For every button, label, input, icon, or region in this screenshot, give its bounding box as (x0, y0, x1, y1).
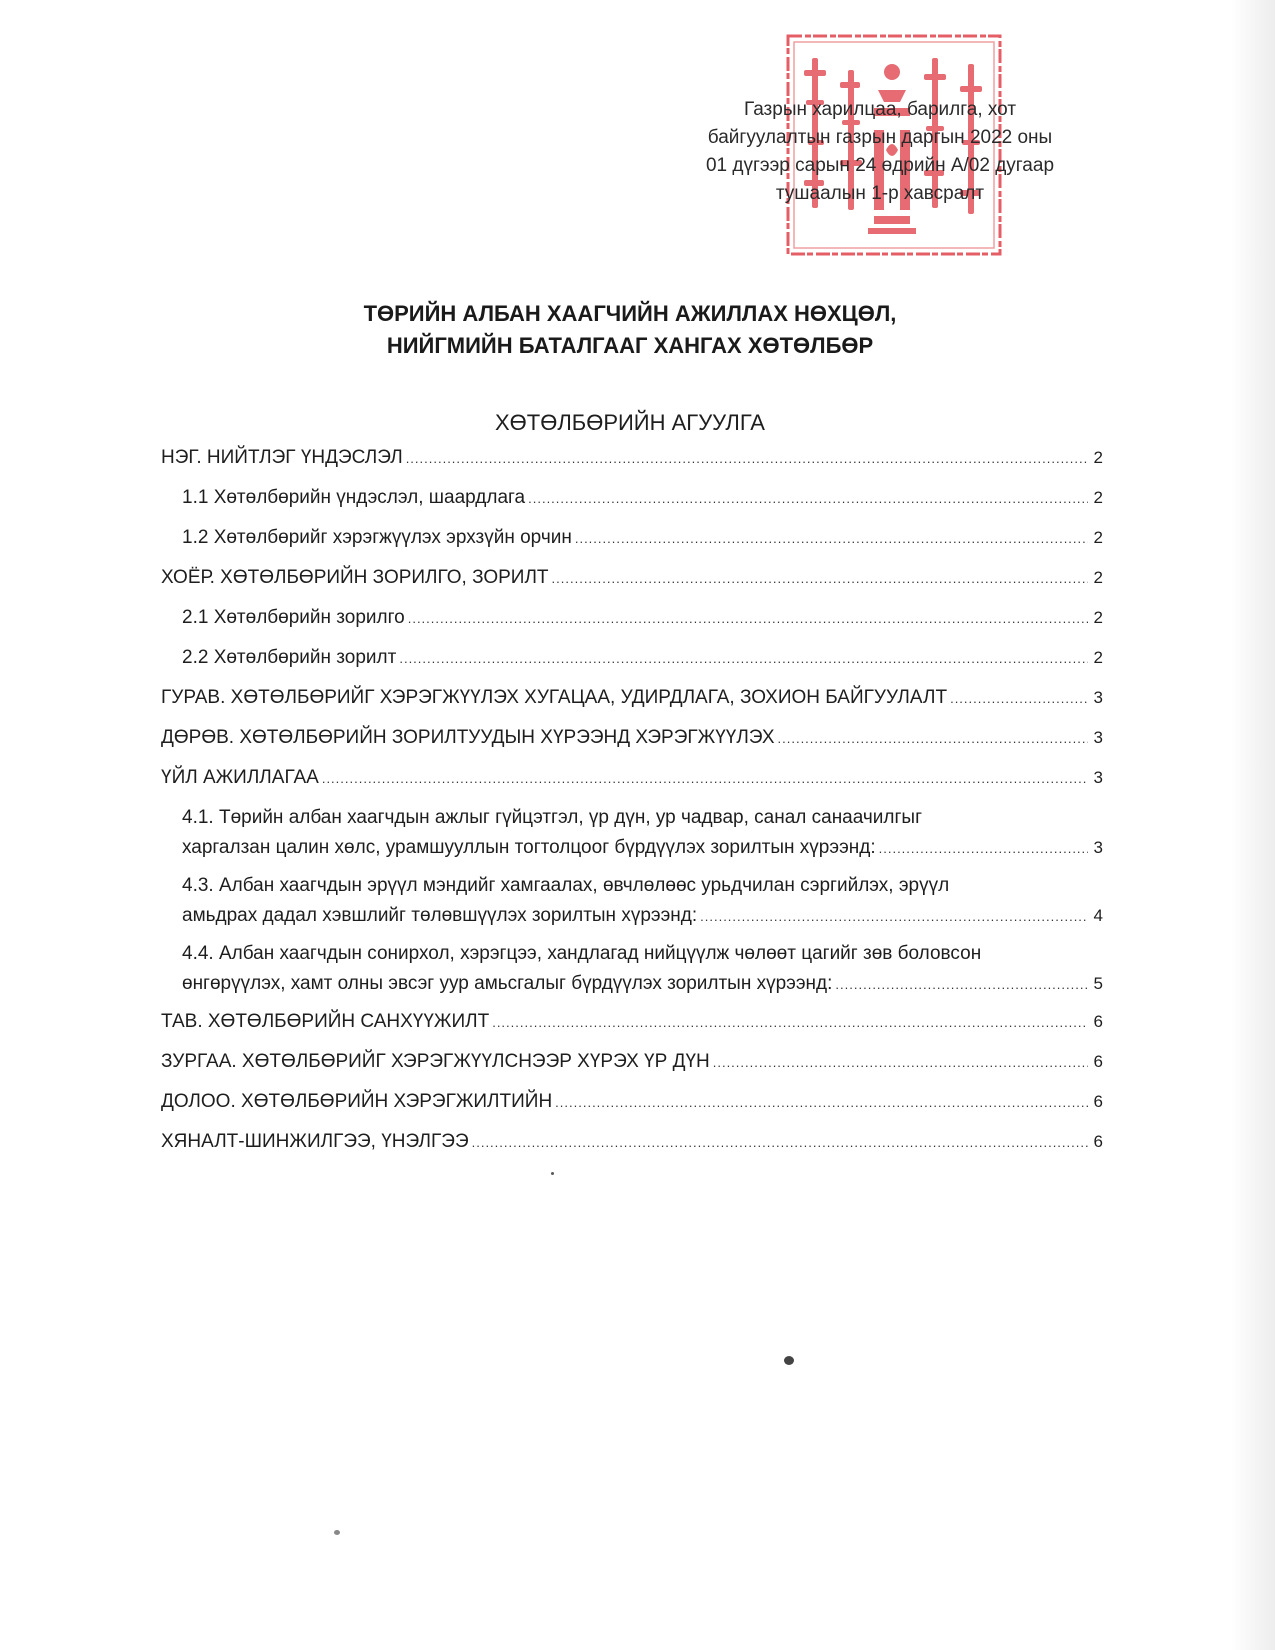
dot-leader (700, 902, 1088, 932)
toc-entry[interactable] (161, 1007, 1103, 1038)
annex-line-2: байгуулалтын газрын даргын 2022 оны (707, 127, 1053, 148)
toc-page-number: 6 (1093, 1092, 1103, 1111)
toc-entry-text: ТАВ. ХӨТӨЛБӨРИЙН САНХҮҮЖИЛТ (161, 1011, 490, 1032)
dot-leader (322, 764, 1088, 794)
dot-leader (472, 1128, 1088, 1158)
toc-entry[interactable] (161, 1127, 1103, 1158)
toc-entry-text: амьдрах дадал хэвшлийг төлөвшүүлэх зорилтын хүрээнд: (182, 905, 698, 926)
annex-line-4: тушаалын 1-р хавсралт (775, 183, 985, 204)
toc-entry[interactable] (161, 1087, 1103, 1118)
toc-entry[interactable] (161, 443, 1103, 474)
document-title-line-1: ТӨРИЙН АЛБАН ХААГЧИЙН АЖИЛЛАХ НӨХЦӨЛ, (363, 301, 897, 326)
dot-leader (835, 970, 1088, 1000)
toc-heading: ХӨТӨЛБӨРИЙН АГУУЛГА (495, 410, 765, 435)
toc-page-number: 3 (1093, 728, 1103, 747)
toc-entry[interactable] (161, 1047, 1103, 1078)
toc-entry-text: 1.2 Хөтөлбөрийг хэрэгжүүлэх эрхзүйн орчин (182, 527, 572, 548)
toc-entry-first-line: 4.4. Албан хаагчдын сонирхол, хэрэгцээ, хандлагад нийцүүлж чөлөөт цагийг зөв боловсон (182, 943, 982, 964)
toc-page-number: 3 (1093, 768, 1103, 787)
toc-page-number: 2 (1093, 648, 1103, 667)
toc-page-number: 2 (1093, 528, 1103, 547)
toc-entry-text: ГУРАВ. ХӨТӨЛБӨРИЙГ ХЭРЭГЖҮҮЛЭХ ХУГАЦАА, УДИРДЛАГА, ЗОХИОН БАЙГУУЛАЛТ (161, 687, 948, 708)
toc-entry[interactable] (161, 683, 1103, 714)
toc-entry-text: ҮЙЛ АЖИЛЛАГАА (161, 767, 319, 788)
dot-leader (575, 524, 1088, 554)
toc-entry[interactable] (182, 603, 1103, 634)
toc-page-number: 2 (1093, 488, 1103, 507)
toc-entry[interactable] (161, 723, 1103, 754)
toc-entry-text: ХОЁР. ХӨТӨЛБӨРИЙН ЗОРИЛГО, ЗОРИЛТ (161, 567, 549, 588)
toc-entry[interactable] (182, 803, 1103, 864)
annex-line-3: 01 дүгээр сарын 24 өдрийн А/02 дугаар (705, 155, 1055, 176)
toc-entry[interactable] (182, 939, 1103, 1000)
toc-entry[interactable] (182, 871, 1103, 932)
toc-page-number: 6 (1093, 1052, 1103, 1071)
toc-entry-text: ДОЛОО. ХӨТӨЛБӨРИЙН ХЭРЭГЖИЛТИЙН (161, 1091, 553, 1112)
toc-entry-text: ДӨРӨВ. ХӨТӨЛБӨРИЙН ЗОРИЛТУУДЫН ХҮРЭЭНД ХЭРЭГЖҮҮЛЭХ (161, 727, 775, 748)
toc-entry-text: ЗУРГАА. ХӨТӨЛБӨРИЙГ ХЭРЭГЖҮҮЛСНЭЭР ХҮРЭХ ҮР ДҮН (161, 1051, 710, 1072)
toc-entry[interactable] (182, 483, 1103, 514)
dot-leader (713, 1048, 1088, 1078)
document-title-line-2: НИЙГМИЙН БАТАЛГААГ ХАНГАХ ХӨТӨЛБӨР (386, 333, 874, 358)
toc-page-number: 6 (1093, 1132, 1103, 1151)
toc-page-number: 6 (1093, 1012, 1103, 1031)
toc-entry-text: 2.1 Хөтөлбөрийн зорилго (182, 607, 405, 628)
toc-entry-text: харгалзан цалин хөлс, урамшууллын тогтолцоог бүрдүүлэх зорилтын хүрээнд: (182, 837, 876, 858)
toc-entry[interactable] (182, 523, 1103, 554)
scan-speck (784, 1356, 794, 1365)
toc-entry-text: 2.2 Хөтөлбөрийн зорилт (182, 647, 397, 668)
toc-page-number: 3 (1093, 838, 1103, 857)
dot-leader (528, 484, 1088, 514)
dot-leader (555, 1088, 1088, 1118)
toc-page-number: 2 (1093, 608, 1103, 627)
toc-entry-text: ХЯНАЛТ-ШИНЖИЛГЭЭ, ҮНЭЛГЭЭ (161, 1131, 469, 1152)
toc-entry-first-line: 4.3. Албан хаагчдын эрүүл мэндийг хамгаалах, өвчлөлөөс урьдчилан сэргийлэх, эрүүл (182, 875, 950, 896)
toc-page-number: 5 (1093, 974, 1103, 993)
toc-page-number: 4 (1093, 906, 1103, 925)
dot-leader (406, 444, 1088, 474)
toc-entry[interactable] (161, 763, 1103, 794)
toc-page-number: 2 (1093, 448, 1103, 467)
toc-entry-first-line: 4.1. Төрийн албан хаагчдын ажлыг гүйцэтгэл, үр дүн, ур чадвар, санал санаачилгыг (182, 807, 923, 828)
toc-entry[interactable] (182, 643, 1103, 674)
toc-entry-text: НЭГ. НИЙТЛЭГ ҮНДЭСЛЭЛ (161, 447, 403, 468)
toc-entry-text: 1.1 Хөтөлбөрийн үндэслэл, шаардлага (182, 487, 526, 508)
dot-leader (552, 564, 1088, 594)
dot-leader (399, 644, 1088, 674)
dot-leader (408, 604, 1088, 634)
scan-speck (551, 1172, 554, 1175)
dot-leader (778, 724, 1088, 754)
annex-line-1: Газрын харилцаа, барилга, хот (743, 99, 1017, 120)
toc-page-number: 3 (1093, 688, 1103, 707)
toc-page-number: 2 (1093, 568, 1103, 587)
toc-entry[interactable] (161, 563, 1103, 594)
scan-speck (334, 1530, 340, 1535)
toc-entry-text: өнгөрүүлэх, хамт олны эвсэг уур амьсгалыг бүрдүүлэх зорилтын хүрээнд: (182, 973, 833, 994)
dot-leader (950, 684, 1088, 714)
dot-leader (879, 834, 1088, 864)
dot-leader (492, 1008, 1088, 1038)
